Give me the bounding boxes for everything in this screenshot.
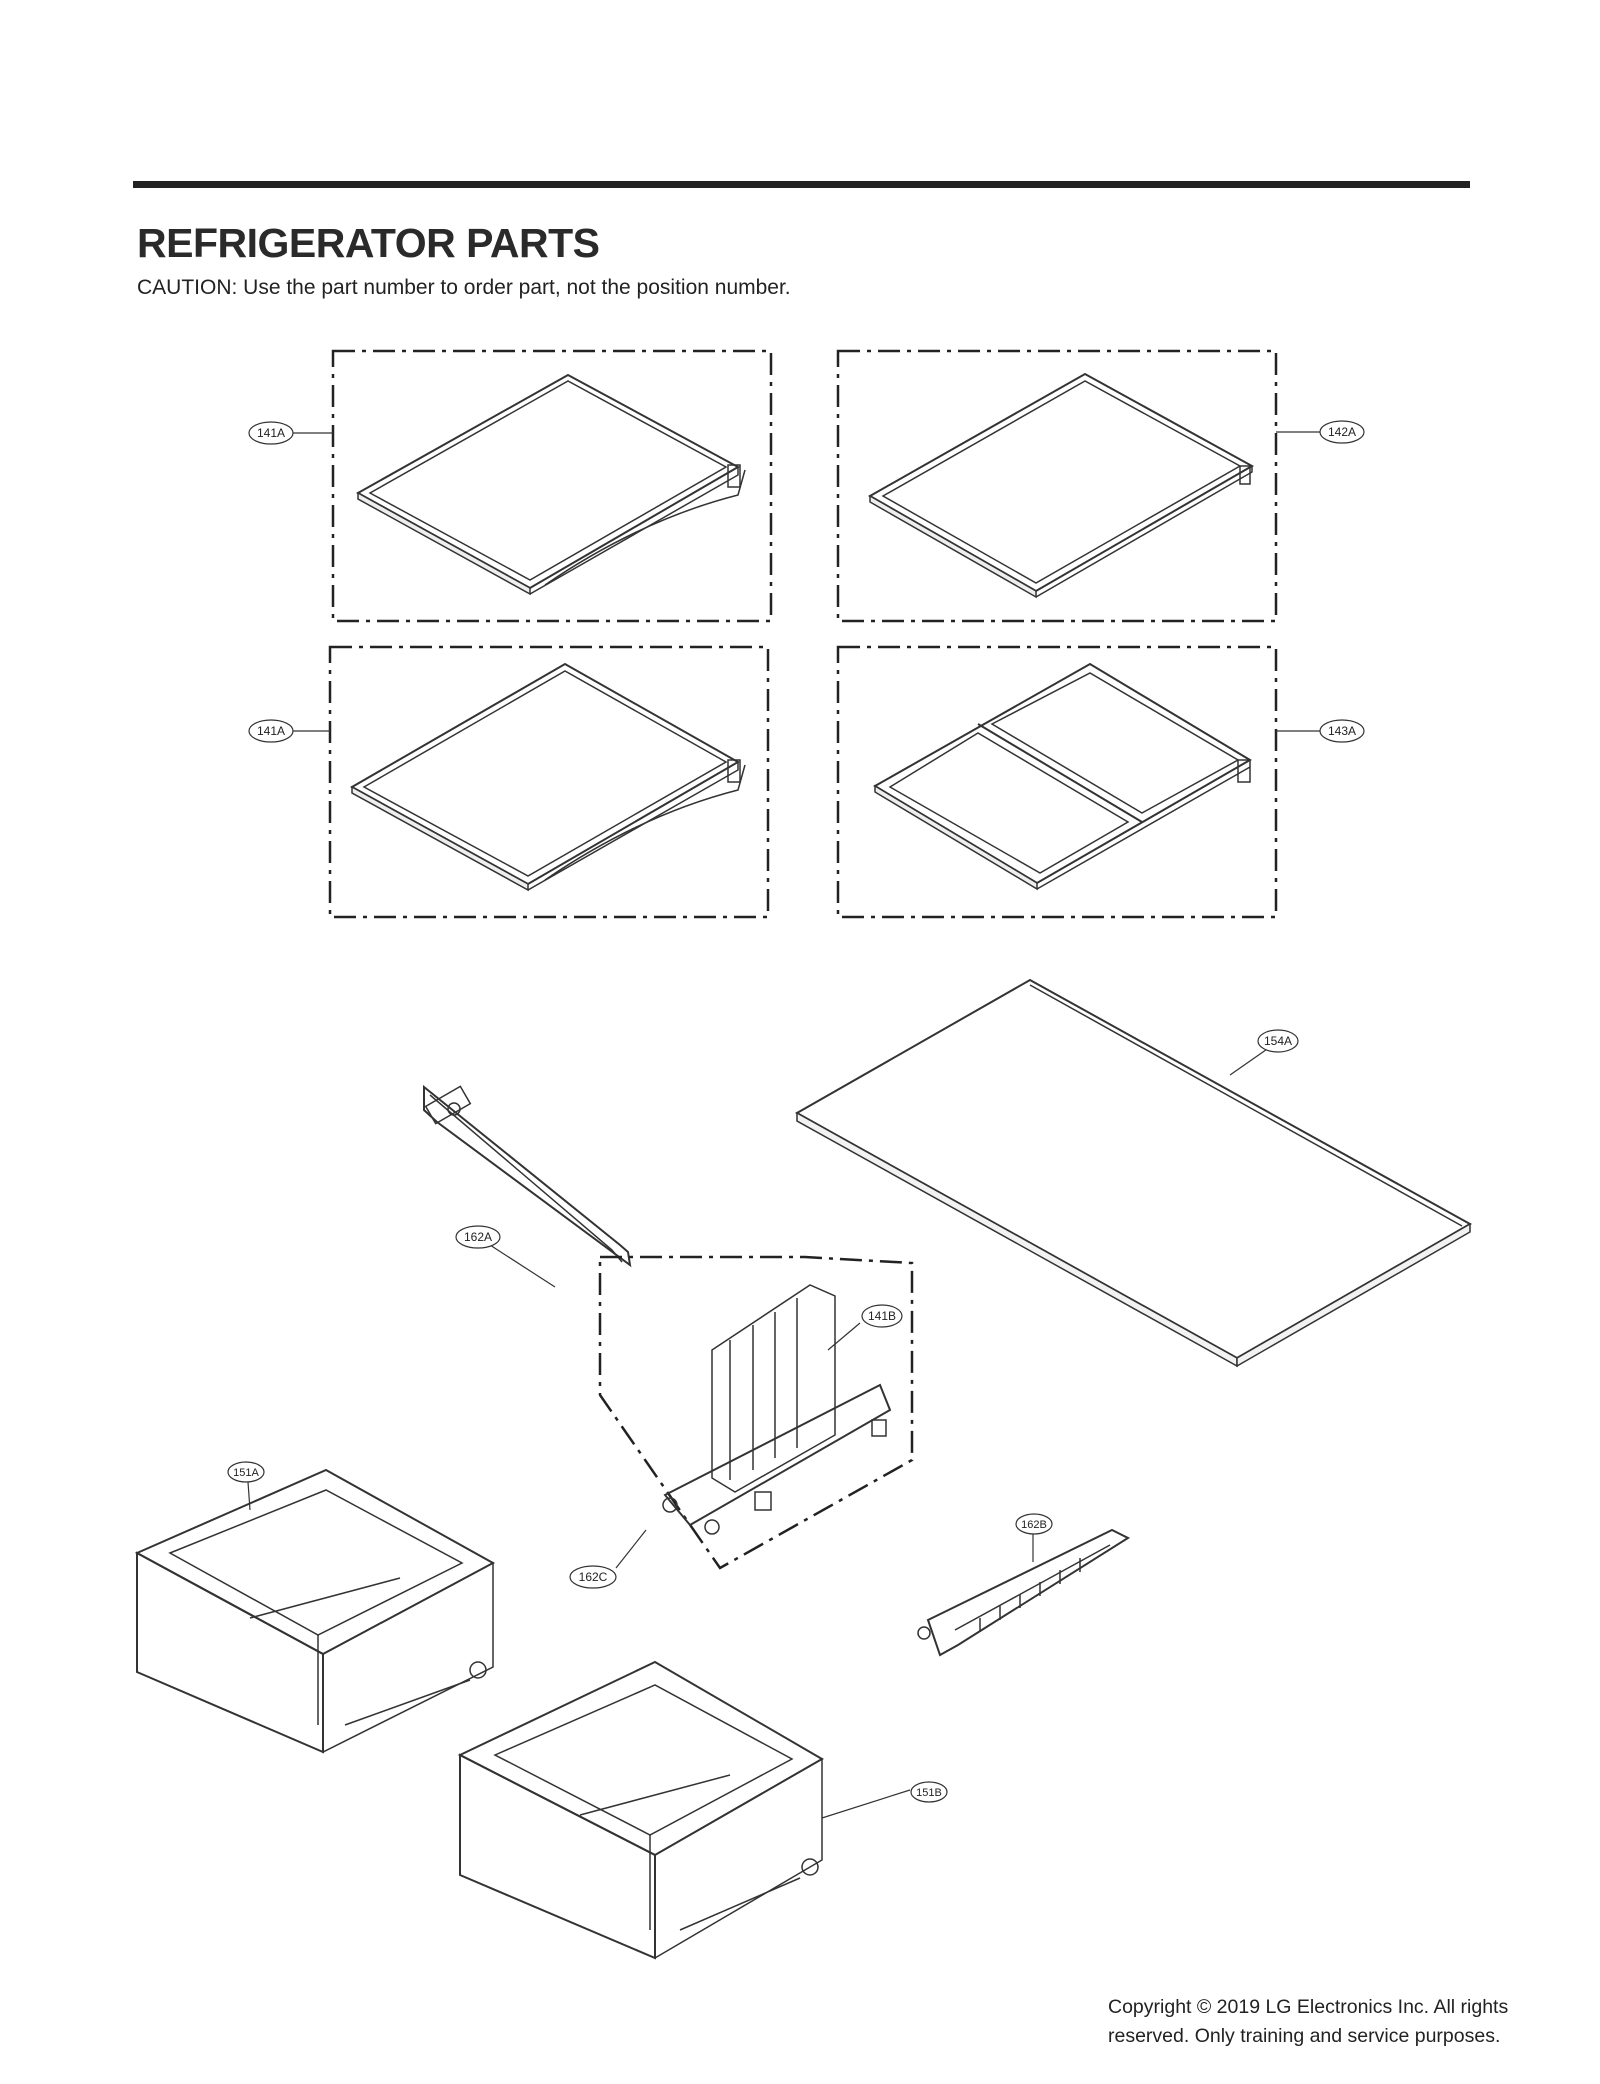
callout-label: 143A [1327,724,1357,738]
callout-label: 141B [867,1309,897,1323]
group-box-142A [838,351,1276,621]
callout-label: 141A [256,426,286,440]
crisper-drawer-151B [460,1662,822,1958]
callout-label: 142A [1327,425,1357,439]
callout-label: 151A [233,1467,259,1479]
drawer-rail-162A [424,1086,630,1265]
page-title: REFRIGERATOR PARTS [137,220,600,266]
callout-label: 154A [1263,1034,1293,1048]
callout-label: 162C [578,1570,608,1584]
copyright-notice [1108,1993,1508,2051]
shelf-141A-bottom [352,664,745,890]
callout-label: 141A [256,724,286,738]
callout-label: 151B [916,1787,942,1799]
copyright-line: reserved. Only training and service purposes. [1108,2025,1501,2047]
callout-label: 162A [463,1230,493,1244]
callout-label: 162B [1021,1519,1047,1531]
drawer-rail-162B [918,1530,1128,1655]
shelf-142A [870,374,1252,597]
divider-assembly-141B [600,1257,912,1568]
caution-note: CAUTION: Use the part number to order part, not the position number. [137,276,791,299]
crisper-drawer-151A [137,1470,493,1752]
glass-shelf-154A [797,980,1470,1366]
shelf-143A [875,664,1250,889]
shelf-141A-top [358,375,745,594]
copyright-line: Copyright © 2019 LG Electronics Inc. All rights [1108,1996,1509,2018]
